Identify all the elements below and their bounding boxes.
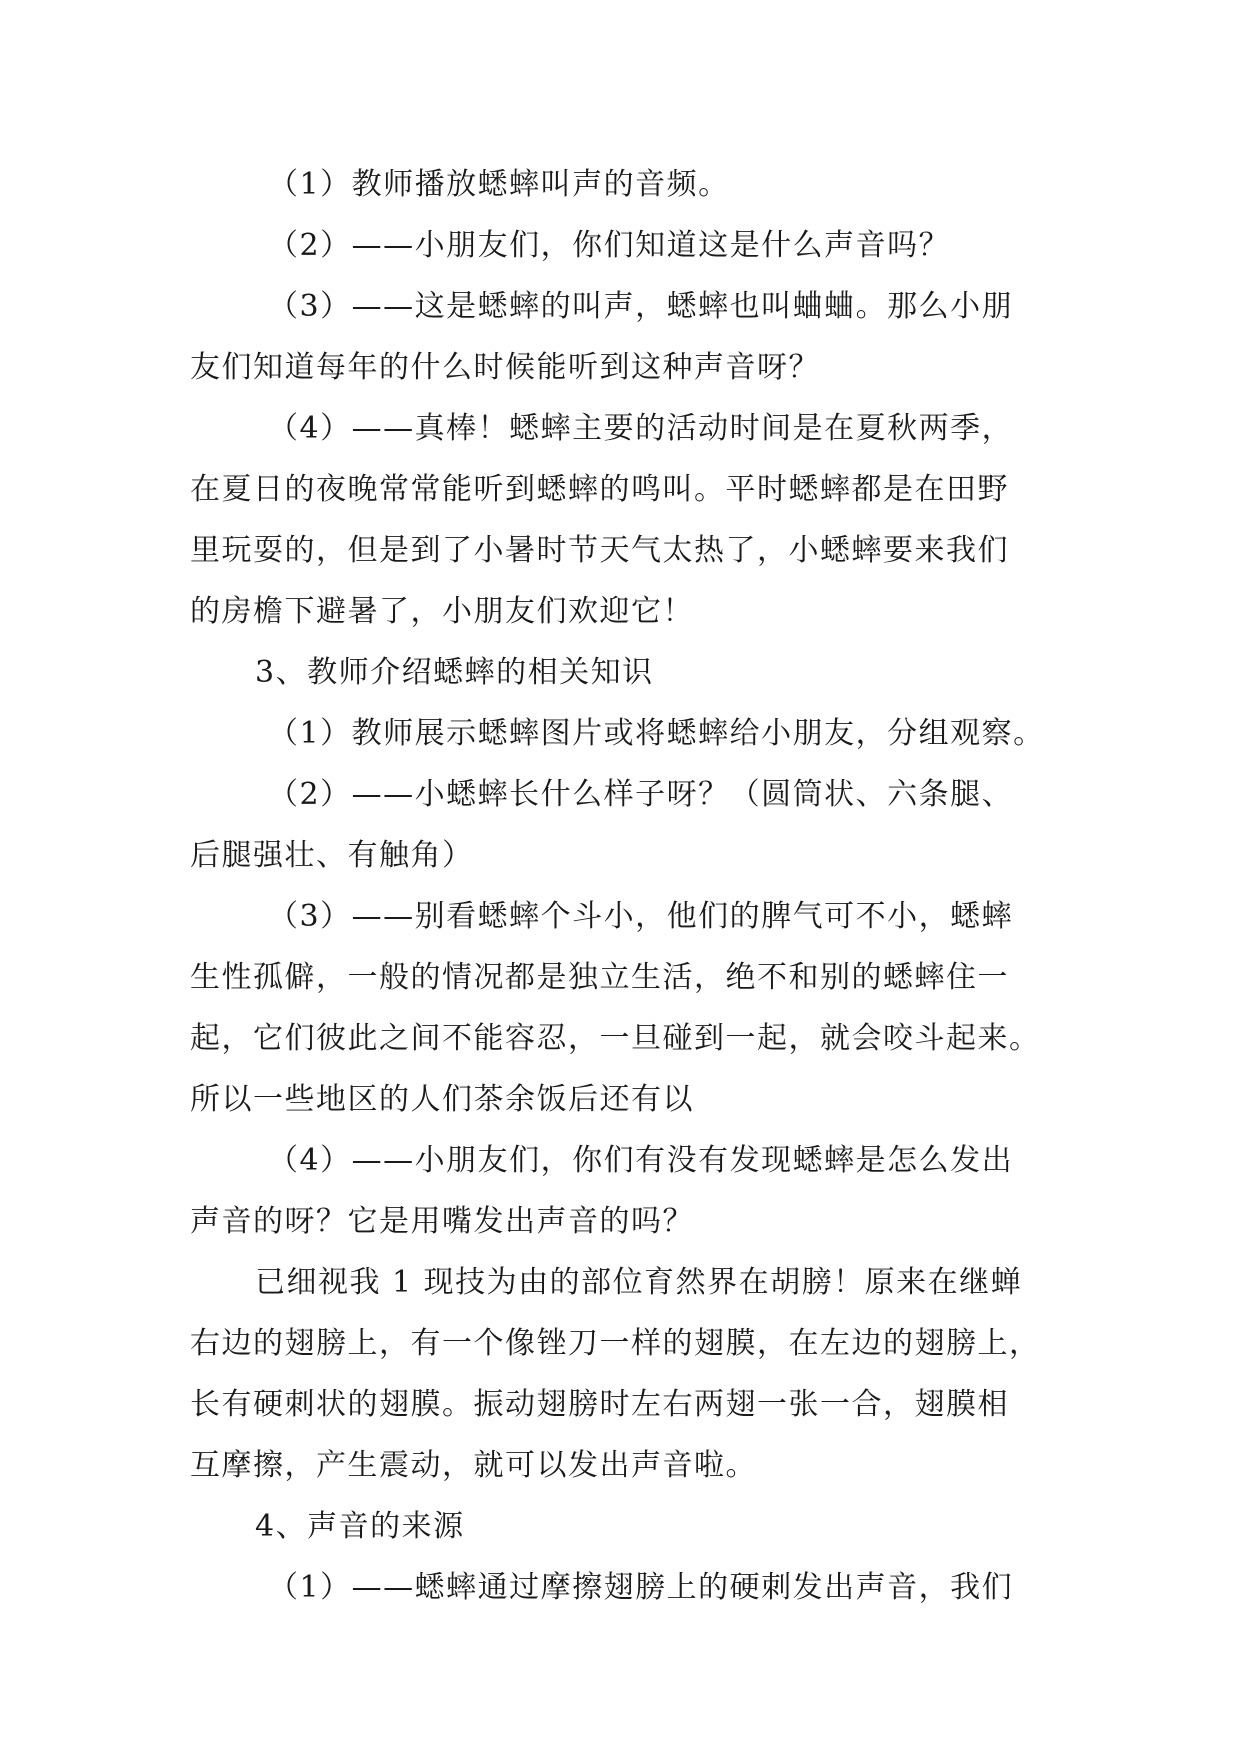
paragraph-line: 在夏日的夜晚常常能听到蟋蟀的鸣叫。平时蟋蟀都是在田野 — [190, 472, 1009, 507]
paragraph-line: （3）——别看蟋蟀个斗小，他们的脾气可不小，蟋蟀 — [268, 899, 1014, 934]
paragraph-line: 所以一些地区的人们茶余饭后还有以 — [190, 1082, 694, 1117]
paragraph-line: （2）——小蟋蟀长什么样子呀？（圆筒状、六条腿、 — [268, 777, 1014, 812]
paragraph-line: 友们知道每年的什么时候能听到这种声音呀？ — [190, 350, 820, 385]
paragraph-line: 起，它们彼此之间不能容忍，一旦碰到一起，就会咬斗起来。 — [190, 1021, 1041, 1056]
paragraph-line: （4）——真棒！蟋蟀主要的活动时间是在夏秋两季， — [268, 411, 1014, 446]
section-heading: 4、声音的来源 — [255, 1509, 465, 1544]
paragraph-line: 生性孤僻，一般的情况都是独立生活，绝不和别的蟋蟀住一 — [190, 960, 1009, 995]
paragraph-line: （2）——小朋友们，你们知道这是什么声音吗？ — [268, 228, 951, 263]
paragraph-line: 长有硬刺状的翅膜。振动翅膀时左右两翅一张一合，翅膜相 — [190, 1387, 1009, 1422]
paragraph-line: 已细视我 1 现技为由的部位育然界在胡膀！原来在继蝉 — [255, 1265, 1023, 1300]
paragraph-line: 后腿强壮、有触角） — [190, 838, 474, 873]
paragraph-line: 的房檐下避暑了，小朋友们欢迎它！ — [190, 594, 694, 629]
section-heading: 3、教师介绍蟋蟀的相关知识 — [255, 655, 654, 690]
paragraph-line: 右边的翅膀上，有一个像锉刀一样的翅膜，在左边的翅膀上， — [190, 1326, 1041, 1361]
paragraph-line: （3）——这是蟋蟀的叫声，蟋蟀也叫蛐蛐。那么小朋 — [268, 289, 1014, 324]
paragraph-line: 里玩耍的，但是到了小暑时节天气太热了，小蟋蟀要来我们 — [190, 533, 1009, 568]
paragraph-line: 互摩擦，产生震动，就可以发出声音啦。 — [190, 1448, 757, 1483]
paragraph-line: （1）教师展示蟋蟀图片或将蟋蟀给小朋友，分组观察。 — [268, 716, 1045, 751]
paragraph-line: （1）教师播放蟋蟀叫声的音频。 — [268, 167, 730, 202]
paragraph-line: （1）——蟋蟀通过摩擦翅膀上的硬刺发出声音，我们 — [268, 1570, 1014, 1605]
paragraph-line: 声音的呀？它是用嘴发出声音的吗？ — [190, 1204, 694, 1239]
paragraph-line: （4）——小朋友们，你们有没有发现蟋蟀是怎么发出 — [268, 1143, 1014, 1178]
